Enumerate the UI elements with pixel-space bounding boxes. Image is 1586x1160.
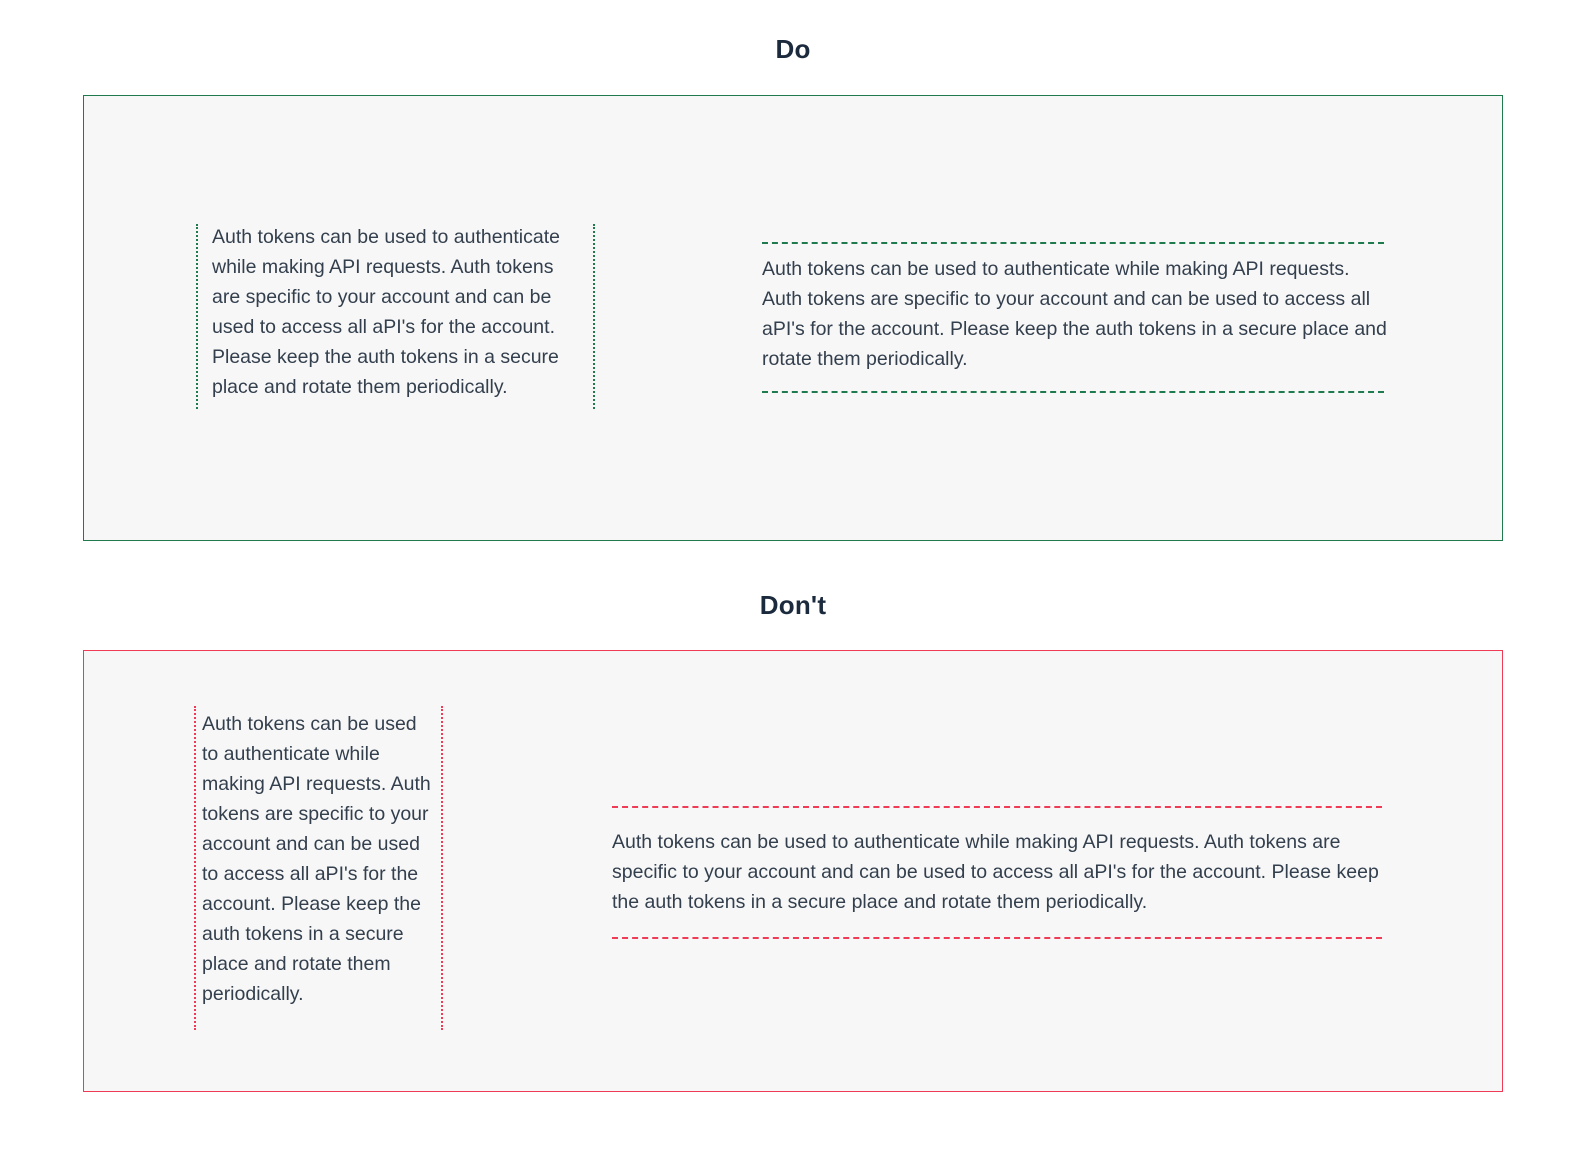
- do-section-title: Do: [775, 34, 811, 64]
- do-narrow-column-text: Auth tokens can be used to authenticate while making API requests. Auth tokens are specific to your account and can be used to access all aPI's for the account. Please keep the auth tokens in a secure place and rotate them periodically.: [212, 226, 561, 398]
- do-example-panel: [83, 95, 1503, 541]
- do-narrow-right-guide: [593, 224, 595, 409]
- dont-wide-top-guide: [612, 806, 1382, 808]
- dont-section-title: Don't: [759, 590, 827, 620]
- dont-narrow-column-text: Auth tokens can be used to authenticate while making API requests. Auth tokens are specific to your account and can be used to access all aPI's for the account. Please keep the auth tokens in a secure place and rotate them periodically.: [202, 713, 431, 1005]
- do-wide-bottom-guide: [762, 391, 1384, 393]
- dont-wide-column-text: Auth tokens can be used to authenticate while making API requests. Auth tokens are specific to your account and can be used to access all aPI's for the account. Please keep the auth tokens in a secure place and rotate them periodically.: [612, 831, 1379, 913]
- dont-narrow-right-guide: [441, 706, 443, 1030]
- dont-narrow-left-guide: [194, 706, 196, 1030]
- do-wide-top-guide: [762, 242, 1384, 244]
- do-narrow-left-guide: [196, 224, 198, 409]
- do-wide-column-text: Auth tokens can be used to authenticate while making API requests. Auth tokens are specific to your account and can be used to access all aPI's for the account. Please keep the auth tokens in a secure place and rotate them periodically.: [762, 258, 1387, 370]
- dont-wide-bottom-guide: [612, 937, 1382, 939]
- dont-example-panel: [83, 650, 1503, 1092]
